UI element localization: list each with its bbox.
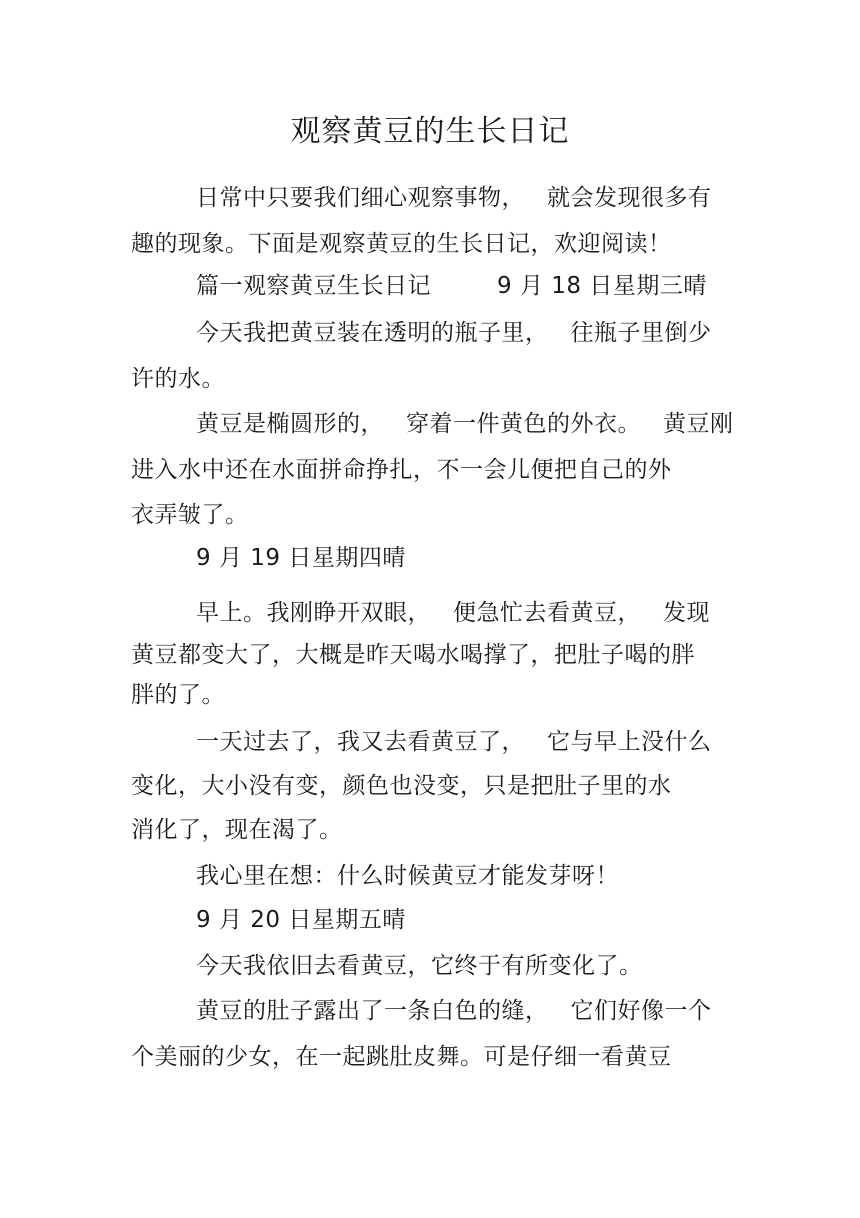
paragraph-line: [196, 996, 712, 1026]
text-segment: 往瓶子里倒少: [570, 320, 712, 346]
paragraph-line: [196, 318, 712, 348]
text-segment: 便急忙去看黄豆，: [453, 600, 641, 626]
paragraph-line: 变化，大小没有变，颜色也没变，只是把肚子里的水: [131, 773, 672, 799]
text-segment: 就会发现很多有: [547, 185, 712, 211]
diary-date: 9 月 20 日星期五晴: [196, 907, 406, 933]
paragraph-line: 衣弄皱了。: [131, 502, 249, 528]
text-segment: 黄豆的肚子露出了一条白色的缝，: [196, 998, 549, 1024]
paragraph-line: 黄豆都变大了，大概是昨天喝水喝撑了，把肚子喝的胖: [131, 642, 695, 668]
text-segment: 它与早上没什么: [547, 729, 712, 755]
paragraph-line: 许的水。: [131, 366, 225, 392]
document-title: 观察黄豆的生长日记: [290, 114, 570, 149]
paragraph-line: [196, 598, 710, 628]
text-segment: 今天我把黄豆装在透明的瓶子里，: [196, 320, 549, 346]
paragraph-line: [196, 727, 712, 757]
paragraph-line: 趣的现象。下面是观察黄豆的生长日记，欢迎阅读！: [131, 231, 672, 257]
paragraph-line: 胖的了。: [131, 682, 225, 708]
diary-date: 9 月 19 日星期四晴: [196, 545, 406, 571]
text-segment: 它们好像一个: [570, 998, 712, 1024]
paragraph-line: 消化了，现在渴了。: [131, 817, 343, 843]
paragraph-line: 个美丽的少女，在一起跳肚皮舞。可是仔细一看黄豆: [131, 1044, 672, 1070]
text-segment: 一天过去了，我又去看黄豆了，: [196, 729, 525, 755]
text-segment: 发现: [663, 600, 710, 626]
paragraph-line: [196, 409, 734, 439]
text-segment: 黄豆是椭圆形的，: [196, 411, 384, 437]
diary-heading: 篇一观察黄豆生长日记: [196, 273, 431, 299]
diary-date: 9 月 18 日星期三晴: [497, 273, 707, 299]
text-segment: 日常中只要我们细心观察事物，: [196, 185, 525, 211]
paragraph-line: [196, 183, 712, 213]
paragraph-line: 今天我依旧去看黄豆，它终于有所变化了。: [196, 953, 643, 979]
text-segment: 早上。我刚睁开双眼，: [196, 600, 431, 626]
text-segment: 黄豆刚: [663, 411, 734, 437]
paragraph-line: 进入水中还在水面拼命挣扎，不一会儿便把自己的外: [131, 457, 672, 483]
text-segment: 穿着一件黄色的外衣。: [406, 411, 641, 437]
paragraph-line: [196, 271, 707, 301]
paragraph-line: 我心里在想：什么时候黄豆才能发芽呀！: [196, 863, 619, 889]
